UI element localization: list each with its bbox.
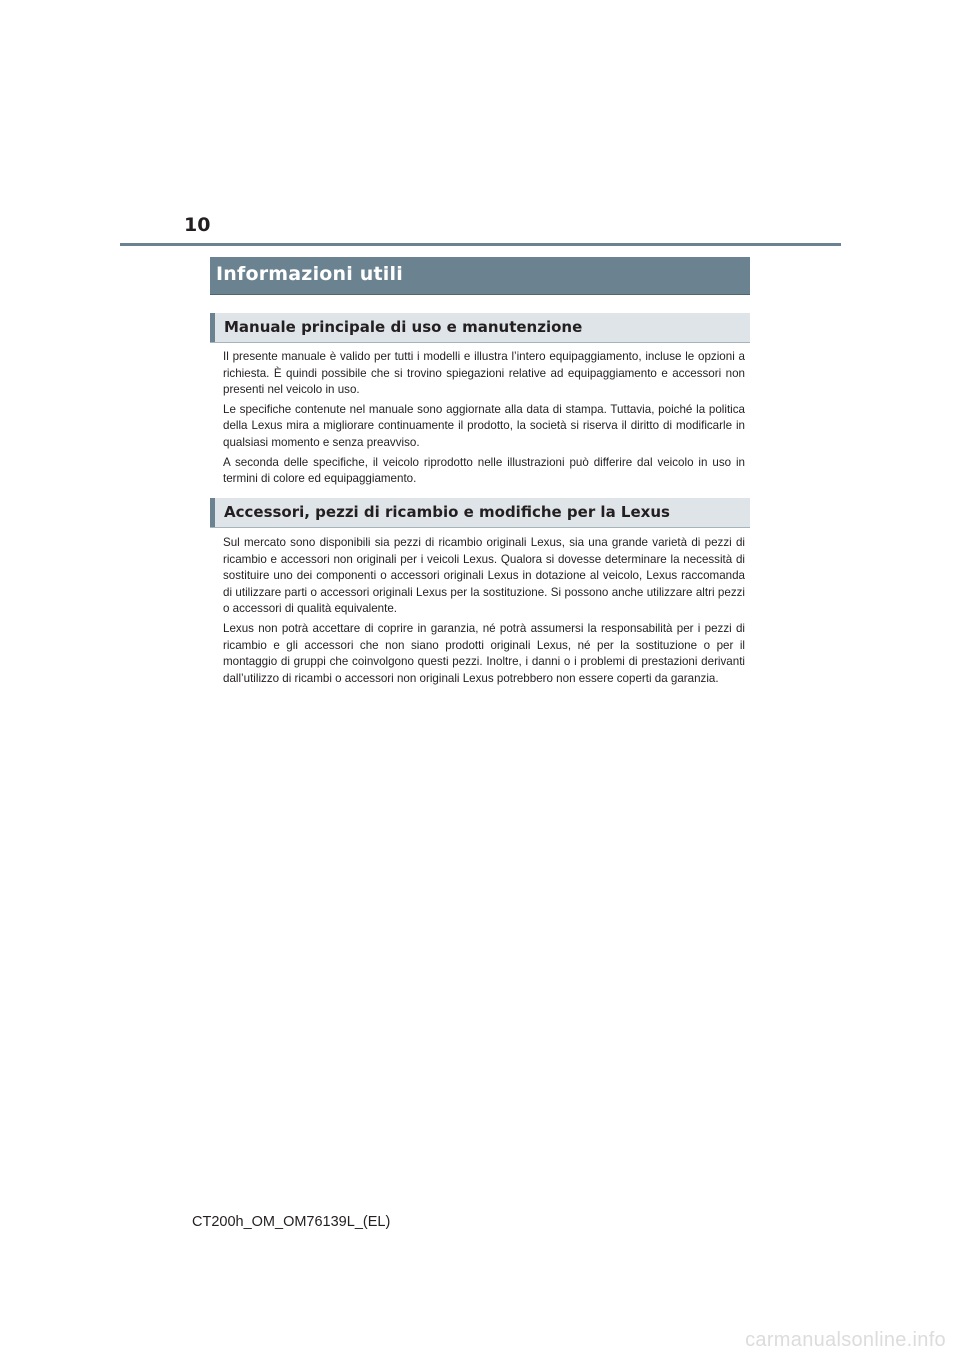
paragraph: Lexus non potrà accettare di coprire in garanzia, né potrà assumersi la responsabilità per i pezzi di ricambio e gli accessori che non siano prodotti originali Lexus, né per la sostituzione o per il montaggio di gruppi che coinvolgono questi pezzi. Inoltre, i danni o i problemi di prestazioni derivanti dall’utilizzo di ricambi o accessori non originali Lexus potrebbero non essere coperti da garanzia. [223, 621, 745, 685]
subsection-body-manual [223, 349, 745, 491]
subsection-header-manual [210, 313, 750, 343]
subsection-body-accessories [223, 535, 745, 690]
paragraph: A seconda delle specifiche, il veicolo riprodotto nelle illustrazioni può differire dal veicolo in uso in termini di colore ed equipaggiamento. [223, 455, 745, 486]
paragraph: Il presente manuale è valido per tutti i modelli e illustra l’intero equipaggiamento, incluse le opzioni a richiesta. È quindi possibile che si trovino spiegazioni relative ad equipaggiamento e accessori non presenti nel veicolo in uso. [223, 350, 745, 397]
section-title: Informazioni utili [216, 263, 403, 285]
paragraph: Sul mercato sono disponibili sia pezzi di ricambio originali Lexus, sia una grande varietà di pezzi di ricambio e accessori non originali per i veicoli Lexus. Qualora si dovesse determinare la necessità di sostituire uno dei componenti o accessori originali Lexus in dotazione al veicolo, Lexus raccomanda di utilizzare parti o accessori originali Lexus per la sostituzione. Si possono anche utilizzare altri pezzi o accessori di qualità equivalente. [223, 536, 745, 616]
subsection-title: Accessori, pezzi di ricambio e modifiche per la Lexus [224, 503, 670, 521]
paragraph: Le specifiche contenute nel manuale sono aggiornate alla data di stampa. Tuttavia, poiché la politica della Lexus mira a migliorare continuamente il prodotto, la società si riserva il diritto di modificarle in qualsiasi momento e senza preavviso. [223, 402, 745, 449]
page-number: 10 [184, 214, 211, 236]
section-title-banner [210, 257, 750, 295]
document-code: CT200h_OM_OM76139L_(EL) [192, 1214, 391, 1230]
watermark: carmanualsonline.info [745, 1329, 946, 1351]
subsection-title: Manuale principale di uso e manutenzione [224, 318, 583, 336]
subsection-accent-bar [210, 313, 215, 342]
subsection-header-accessories [210, 498, 750, 528]
subsection-accent-bar [210, 498, 215, 527]
header-rule [120, 243, 841, 246]
